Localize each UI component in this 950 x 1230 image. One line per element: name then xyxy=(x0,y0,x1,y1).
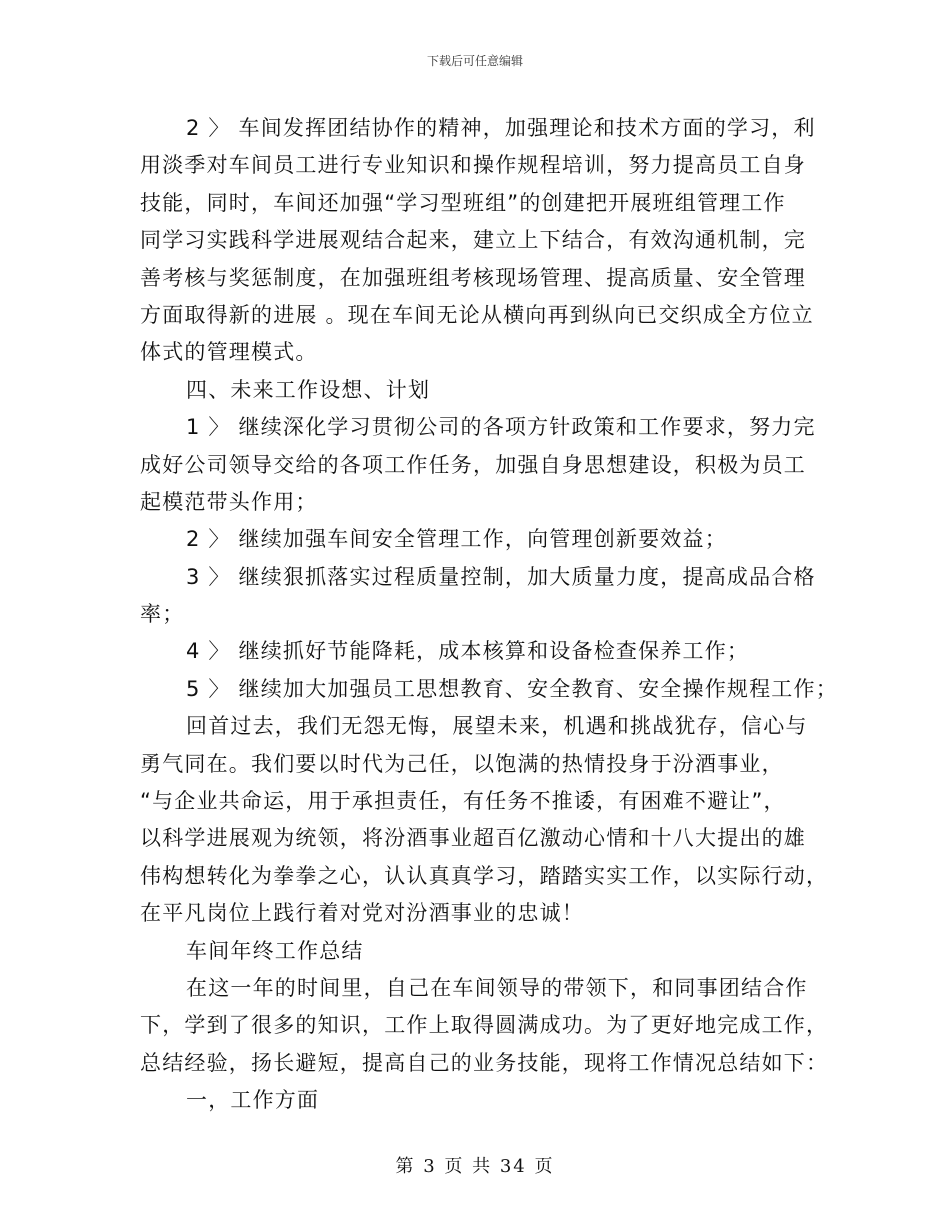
text-line: 总结经验，扬长避短，提高自己的业务技能，现将工作情况总结如下： xyxy=(140,1050,829,1075)
text-line: 在平凡岗位上践行着对党对汾酒事业的忠诚！ xyxy=(140,901,584,926)
text-line: 下，学到了很多的知识，工作上取得圆满成功。为了更好地完成工作， xyxy=(140,1013,829,1038)
text-line: 勇气同在。我们要以时代为己任，以饱满的热情投身于汾酒事业， xyxy=(140,751,784,776)
text-line: 成好公司领导交给的各项工作任务，加强自身思想建设，积极为员工 xyxy=(140,452,806,477)
text-line: 3 〉 继续狠抓落实过程质量控制，加大质量力度，提高成品合格 xyxy=(186,564,816,589)
text-line: 用淡季对车间员工进行专业知识和操作规程培训，努力提高员工自身 xyxy=(140,153,806,178)
text-line: 回首过去，我们无怨无悔，展望未来，机遇和挑战犹存，信心与 xyxy=(186,714,808,739)
text-line: 一，工作方面 xyxy=(186,1088,320,1113)
text-line: 体式的管理模式。 xyxy=(140,340,318,365)
text-line: 同学习实践科学进展观结合起来，建立上下结合，有效沟通机制，完 xyxy=(140,228,806,253)
text-line: 1 〉 继续深化学习贯彻公司的各项方针政策和工作要求，努力完 xyxy=(186,415,816,440)
text-line: 四、未来工作设想、计划 xyxy=(186,377,431,402)
text-line: 5 〉 继续加大加强员工思想教育、安全教育、安全操作规程工作； xyxy=(186,676,838,701)
text-line: 率； xyxy=(140,602,185,627)
text-line: 2 〉 车间发挥团结协作的精神，加强理论和技术方面的学习，利 xyxy=(186,116,816,140)
text-line: 方面取得新的进展 。现在车间无论从横向再到纵向已交织成全方位立 xyxy=(140,302,814,327)
text-line: “与企业共命运，用于承担责任，有任务不推诿，有困难不避让”， xyxy=(140,789,786,814)
text-line: 起模范带头作用； xyxy=(140,489,318,514)
text-line: 4 〉 继续抓好节能降耗，成本核算和设备检查保养工作； xyxy=(186,639,750,664)
page-footer: 第 3 页 共 34 页 xyxy=(395,1156,555,1177)
document-body xyxy=(140,110,838,1120)
text-line: 在这一年的时间里，自己在车间领导的带领下，和同事团结合作 xyxy=(186,975,808,1000)
text-line: 技能，同时，车间还加强“学习型班组”的创建把开展班组管理工作 xyxy=(140,190,786,215)
text-line: 车间年终工作总结 xyxy=(186,938,364,963)
page-header: 下载后可任意编辑 xyxy=(426,54,523,68)
text-line: 伟构想转化为拳拳之心，认认真真学习，踏踏实实工作，以实际行动， xyxy=(140,863,829,888)
text-line: 2 〉 继续加强车间安全管理工作，向管理创新要效益； xyxy=(186,527,727,552)
text-line: 善考核与奖惩制度，在加强班组考核现场管理、提高质量、安全管理 xyxy=(140,265,806,290)
text-line: 以科学进展观为统领，将汾酒事业超百亿激动心情和十八大提出的雄 xyxy=(140,826,806,851)
